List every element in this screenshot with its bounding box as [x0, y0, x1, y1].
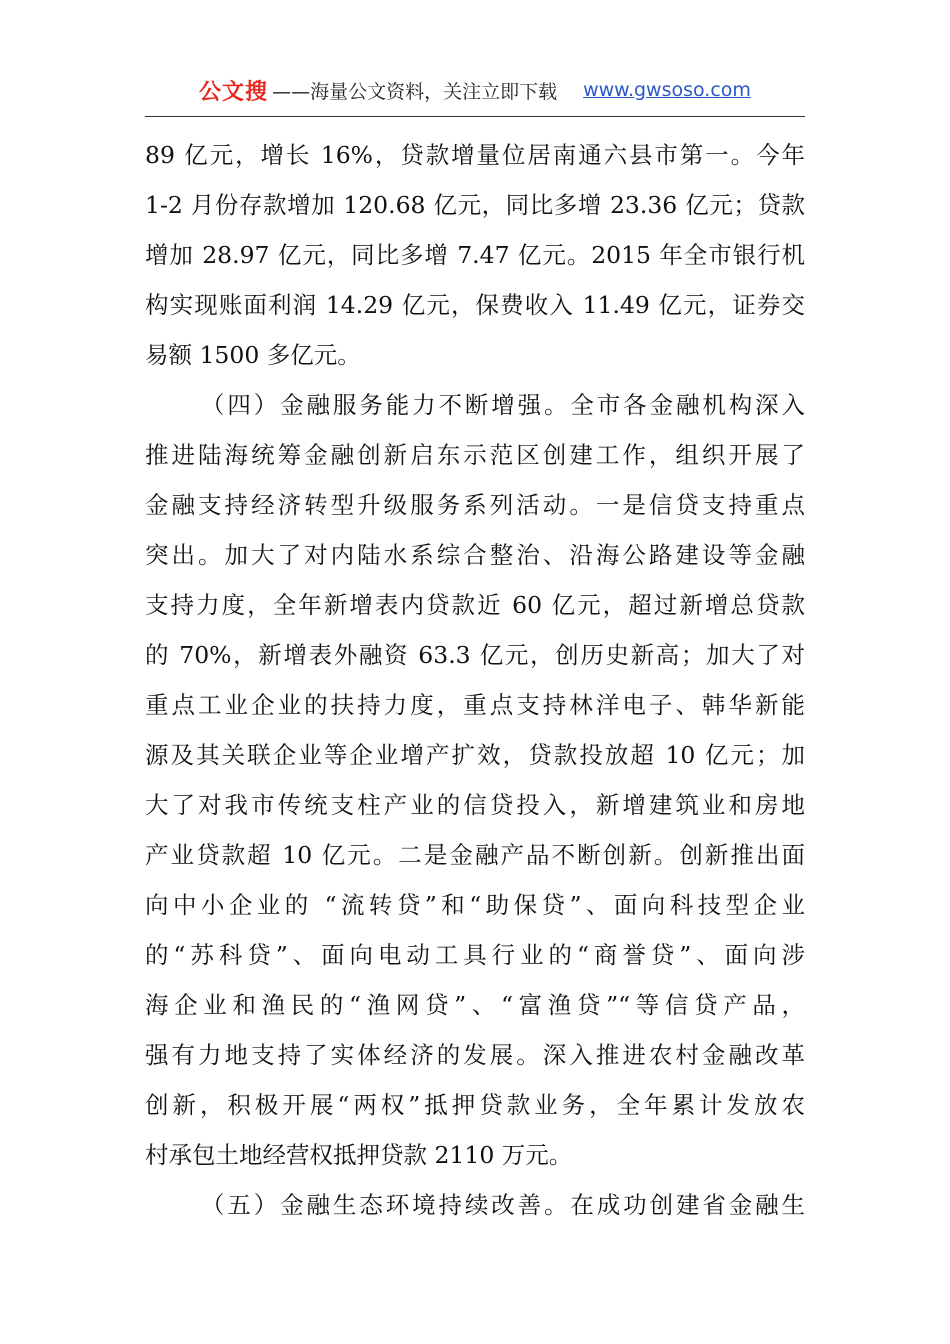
- text-line: 向中小企业的 “流转贷”和“助保贷”、面向科技型企业: [145, 891, 805, 919]
- section-heading-line: （五）金融生态环境持续改善。在成功创建省金融生: [201, 1191, 805, 1219]
- text-line: 产业贷款超 10 亿元。二是金融产品不断创新。创新推出面: [145, 841, 805, 869]
- text-line: 重点工业企业的扶持力度，重点支持林洋电子、韩华新能: [145, 691, 805, 719]
- text-line: 村承包土地经营权抵押贷款 2110 万元。: [145, 1141, 573, 1169]
- text-line: 的“苏科贷”、面向电动工具行业的“商誉贷”、面向涉: [145, 941, 805, 969]
- document-body: [145, 130, 805, 1230]
- text-line: 推进陆海统筹金融创新启东示范区创建工作，组织开展了: [145, 441, 805, 469]
- text-line: 支持力度，全年新增表内贷款近 60 亿元，超过新增总贷款: [145, 591, 805, 619]
- text-line: 89 亿元，增长 16%，贷款增量位居南通六县市第一。今年: [145, 141, 805, 169]
- header-divider: [145, 116, 805, 117]
- text-line: 突出。加大了对内陆水系综合整治、沿海公路建设等金融: [145, 541, 805, 569]
- text-line: 1-2 月份存款增加 120.68 亿元，同比多增 23.36 亿元；贷款: [145, 191, 805, 219]
- page-header: [145, 70, 805, 110]
- text-line: 源及其关联企业等企业增产扩效，贷款投放超 10 亿元；加: [145, 741, 805, 769]
- section-heading-line: （四）金融服务能力不断增强。全市各金融机构深入: [201, 391, 805, 419]
- text-line: 增加 28.97 亿元，同比多增 7.47 亿元。2015 年全市银行机: [145, 241, 805, 269]
- text-line: 的 70%，新增表外融资 63.3 亿元，创历史新高；加大了对: [145, 641, 805, 669]
- text-line: 创新，积极开展“两权”抵押贷款业务，全年累计发放农: [145, 1091, 805, 1119]
- text-line: 易额 1500 多亿元。: [145, 341, 361, 369]
- header-tagline: ——海量公文资料，关注立即下载: [272, 80, 558, 103]
- brand-logo: 公文搜: [199, 79, 269, 105]
- text-line: 金融支持经济转型升级服务系列活动。一是信贷支持重点: [145, 491, 805, 519]
- site-link[interactable]: www.gwsoso.com: [583, 79, 751, 101]
- text-line: 大了对我市传统支柱产业的信贷投入，新增建筑业和房地: [145, 791, 805, 819]
- text-line: 海企业和渔民的“渔网贷”、“富渔贷”“等信贷产品，: [145, 991, 805, 1019]
- text-line: 构实现账面利润 14.29 亿元，保费收入 11.49 亿元，证券交: [145, 291, 805, 319]
- text-line: 强有力地支持了实体经济的发展。深入推进农村金融改革: [145, 1041, 805, 1069]
